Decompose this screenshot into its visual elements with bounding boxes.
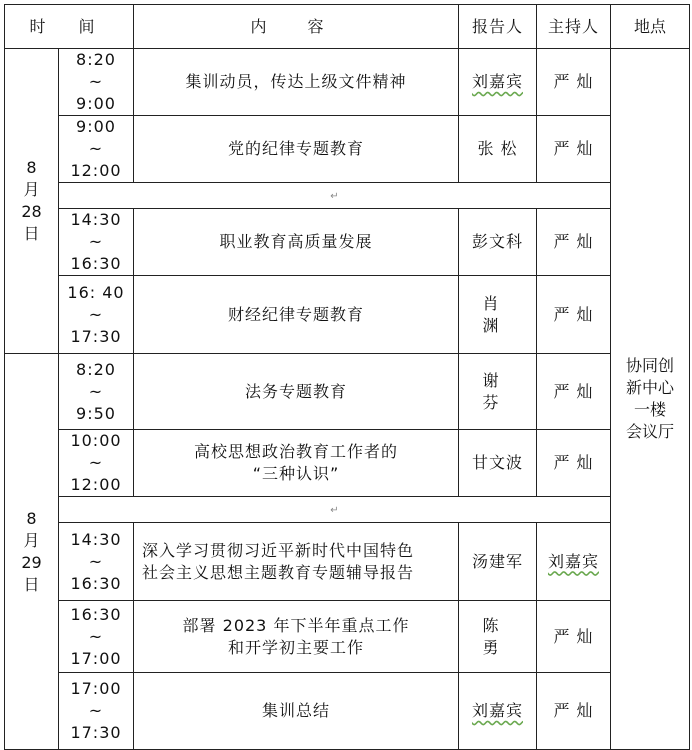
gap-cell: [59, 183, 611, 209]
content-cell: 职业教育高质量发展: [134, 209, 459, 276]
content-cell: 深入学习贯彻习近平新时代中国特色 社会主义思想主题教育专题辅导报告: [134, 523, 459, 601]
header-time: 时 间: [5, 5, 134, 49]
time-cell: 9:00 ~ 12:00: [59, 116, 134, 183]
speaker-cell: 张 松: [459, 116, 537, 183]
gap-row: [5, 183, 690, 209]
content-cell: 集训动员，传达上级文件精神: [134, 49, 459, 116]
header-content: 内 容: [134, 5, 459, 49]
date-cell-day2: 8 月 29 日: [5, 354, 59, 750]
schedule-table: [4, 4, 690, 750]
host-cell: 严 灿: [537, 116, 611, 183]
paragraph-mark-icon: ↵: [330, 505, 339, 516]
time-cell: 14:30 ~ 16:30: [59, 523, 134, 601]
table-row: [5, 116, 690, 183]
table-row: [5, 49, 690, 116]
venue-cell: 协同创 新中心 一楼 会议厅: [611, 49, 690, 750]
host-cell: 刘嘉宾: [537, 523, 611, 601]
date-cell-day1: 8 月 28 日: [5, 49, 59, 354]
speaker-cell: 肖 渊: [459, 276, 537, 354]
gap-row: [5, 497, 690, 523]
content-cell: 集训总结: [134, 673, 459, 750]
host-cell: 严 灿: [537, 276, 611, 354]
time-cell: 10:00 ~ 12:00: [59, 430, 134, 497]
host-cell: 严 灿: [537, 673, 611, 750]
time-cell: 8:20 ~ 9:50: [59, 354, 134, 430]
host-cell: 严 灿: [537, 601, 611, 673]
header-venue: 地点: [611, 5, 690, 49]
speaker-cell: 汤建军: [459, 523, 537, 601]
host-cell: 严 灿: [537, 209, 611, 276]
host-cell: 严 灿: [537, 354, 611, 430]
content-cell: 高校思想政治教育工作者的 “三种认识”: [134, 430, 459, 497]
table-row: [5, 523, 690, 601]
header-host: 主持人: [537, 5, 611, 49]
table-row: [5, 354, 690, 430]
time-cell: 16:30 ~ 17:00: [59, 601, 134, 673]
content-cell: 党的纪律专题教育: [134, 116, 459, 183]
speaker-cell: 刘嘉宾: [459, 49, 537, 116]
time-cell: 14:30 ~ 16:30: [59, 209, 134, 276]
paragraph-mark-icon: ↵: [330, 191, 339, 202]
speaker-cell: 陈 勇: [459, 601, 537, 673]
header-speaker: 报告人: [459, 5, 537, 49]
content-cell: 部署 2023 年下半年重点工作 和开学初主要工作: [134, 601, 459, 673]
speaker-cell: 谢 芬: [459, 354, 537, 430]
table-row: [5, 209, 690, 276]
header-row: [5, 5, 690, 49]
speaker-cell: 彭文科: [459, 209, 537, 276]
host-cell: 严 灿: [537, 430, 611, 497]
content-cell: 法务专题教育: [134, 354, 459, 430]
host-cell: 严 灿: [537, 49, 611, 116]
table-row: [5, 430, 690, 497]
table-row: [5, 673, 690, 750]
gap-cell: [59, 497, 611, 523]
time-cell: 16: 40 ~ 17:30: [59, 276, 134, 354]
speaker-cell: 刘嘉宾: [459, 673, 537, 750]
time-cell: 17:00 ~ 17:30: [59, 673, 134, 750]
time-cell: 8:20 ~ 9:00: [59, 49, 134, 116]
table-row: [5, 601, 690, 673]
speaker-cell: 甘文波: [459, 430, 537, 497]
table-row: [5, 276, 690, 354]
content-cell: 财经纪律专题教育: [134, 276, 459, 354]
